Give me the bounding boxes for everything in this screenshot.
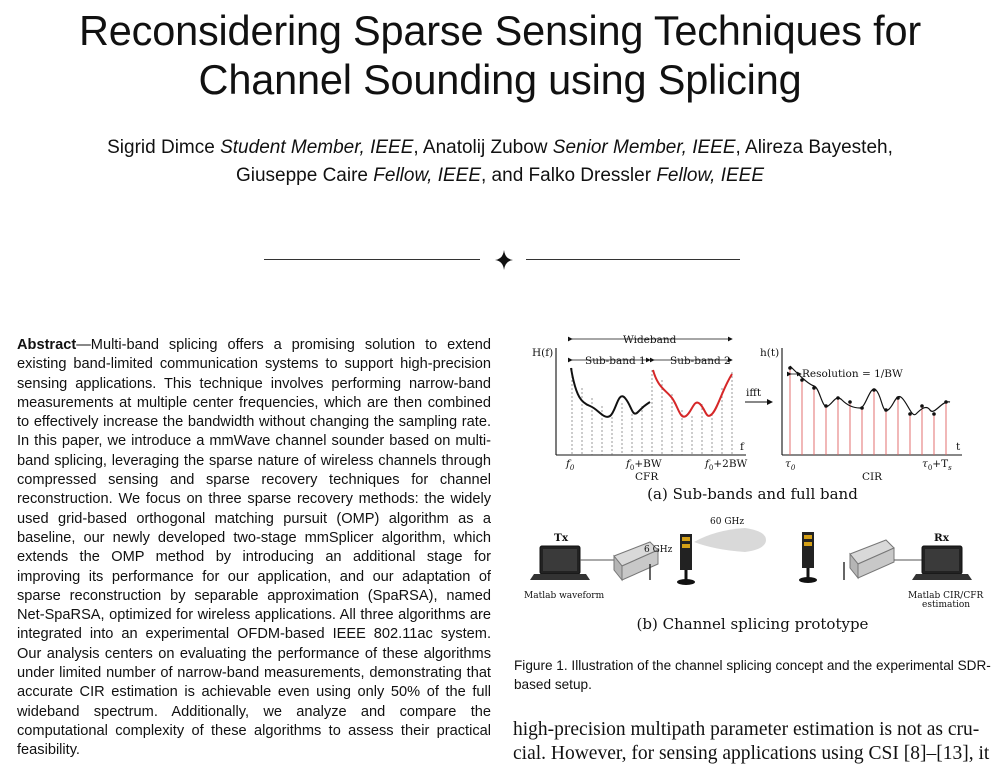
subband1-label: Sub-band 1 bbox=[585, 355, 646, 367]
matlab-cir-label-1: Matlab CIR/CFR bbox=[908, 591, 984, 601]
cfr-caption-label: CFR bbox=[635, 471, 659, 483]
author-role: Fellow, IEEE bbox=[656, 165, 765, 186]
cir-caption-label: CIR bbox=[862, 471, 883, 483]
cfr-x-label: f bbox=[740, 441, 744, 453]
author-name: Sigrid Dimce bbox=[107, 137, 215, 158]
author-role: Student Member, IEEE bbox=[220, 137, 414, 158]
rx-laptop-icon bbox=[912, 546, 972, 580]
tau0-tick: $\tau_0$ bbox=[785, 458, 796, 472]
author-separator: , bbox=[735, 137, 746, 158]
author-separator: , and bbox=[481, 165, 529, 186]
tau-ts-tick: $\tau_0+T_s$ bbox=[922, 458, 952, 472]
paper-title bbox=[0, 6, 1000, 104]
author-name: Falko Dressler bbox=[528, 165, 652, 186]
author-list bbox=[0, 134, 1000, 190]
f0-tick: $f_0$ bbox=[566, 458, 575, 472]
subband2-label: Sub-band 2 bbox=[670, 355, 731, 367]
divider-rule-right bbox=[526, 259, 740, 260]
cir-plot bbox=[760, 347, 962, 483]
abstract-dash: — bbox=[76, 337, 91, 353]
author-name: Alireza Bayesteh, bbox=[745, 137, 893, 158]
body-line-1: high-precision multipath parameter estimation is not as cru- bbox=[513, 719, 980, 740]
diamond-star-icon bbox=[494, 249, 514, 271]
cfr-y-label: H(f) bbox=[532, 347, 554, 359]
abstract-text: Multi-band splicing offers a promising solution to extend existing band-limited communication systems to support high-precision sensing applications. This technique involves performing narrow-band measurements at multiple center frequencies, which are then combined to effectively increase the bandwidth without changing the sampling rate. In this paper, we introduce a mmWave channel sounder based on multi-band splicing, leveraging the sparse nature of wireless channels through compressed sensing and sparse recovery techniques for channel reconstruction. We focus on three sparse recovery methods: the widely used grid-based orthogonal matching pursuit (OMP) algorithm as a baseline, our newly developed two-stage mmSplicer algorithm, which extends the OMP method by introducing an additional stage for improving its performance for our application, and our adaptation of sparse reconstruction by separable approximation (SpaRSA), named Net-SpaRSA, optimized for wireless applications. All three algorithms are integrated into an experimental OFDM-based IEEE 802.11ac system. Our analysis centers on evaluating the performance of these algorithms under limited number of narrow-band measurements, demonstrating that accurate CIR estimation is achievable even using only 50% of the full wideband spectrum. Additionally, we analyze and compare the computational complexity of these algorithms to assess their practical feasibility. bbox=[17, 337, 491, 759]
subband2-curve bbox=[653, 370, 732, 417]
wideband-label: Wideband bbox=[623, 334, 677, 346]
subfigure-caption-b: (b) Channel splicing prototype bbox=[636, 615, 869, 633]
abstract bbox=[17, 336, 491, 761]
cfr-sample-lines bbox=[572, 368, 732, 455]
title-line-1: Reconsidering Sparse Sensing Techniques for bbox=[79, 7, 921, 54]
divider-rule-left bbox=[264, 259, 480, 260]
cfr-plot bbox=[532, 334, 748, 483]
beam-icon bbox=[694, 528, 766, 552]
ghz60-label: 60 GHz bbox=[710, 517, 745, 527]
section-divider bbox=[0, 249, 1000, 271]
figure-1 bbox=[510, 328, 995, 698]
body-line-2: cial. However, for sensing applications using CSI [8]–[13], it bbox=[513, 743, 990, 764]
body-text bbox=[513, 718, 993, 766]
author-line-2 bbox=[0, 162, 1000, 190]
f0-bw-tick: $f_0+BW$ bbox=[626, 458, 662, 472]
author-name: Giuseppe Caire bbox=[235, 165, 368, 186]
rx-mmwave-module-icon bbox=[799, 532, 817, 583]
author-name: Anatolij Zubow bbox=[422, 137, 548, 158]
subfigure-caption-a: (a) Sub-bands and full band bbox=[647, 485, 858, 503]
matlab-waveform-label: Matlab waveform bbox=[524, 591, 605, 601]
title-line-2: Channel Sounding using Splicing bbox=[198, 56, 802, 103]
author-line-1 bbox=[0, 134, 1000, 162]
cir-stems bbox=[790, 368, 946, 455]
rx-label: Rx bbox=[934, 532, 949, 544]
ghz6-label: 6 GHz bbox=[644, 545, 673, 555]
author-role: Fellow, IEEE bbox=[373, 165, 481, 186]
f0-2bw-tick: $f_0+2BW$ bbox=[705, 458, 748, 472]
tx-mmwave-module-icon bbox=[677, 534, 695, 585]
subband1-curve bbox=[571, 368, 650, 417]
rx-sdr-icon bbox=[844, 540, 894, 580]
prototype-diagram bbox=[524, 517, 983, 610]
matlab-cir-label-2: estimation bbox=[922, 600, 971, 610]
author-separator: , bbox=[413, 137, 423, 158]
cir-x-label: t bbox=[956, 441, 961, 453]
abstract-heading: Abstract bbox=[17, 337, 77, 353]
tx-label: Tx bbox=[554, 532, 569, 544]
figure-caption: Figure 1. Illustration of the channel splicing concept and the experimental SDR-based setup. bbox=[514, 658, 991, 692]
ifft-label: ifft bbox=[746, 387, 762, 399]
cir-y-label: h(t) bbox=[760, 347, 780, 359]
author-role: Senior Member, IEEE bbox=[552, 137, 736, 158]
resolution-label: Resolution = 1/BW bbox=[802, 368, 903, 380]
ifft-transform bbox=[745, 387, 772, 402]
tx-laptop-icon bbox=[530, 546, 590, 580]
